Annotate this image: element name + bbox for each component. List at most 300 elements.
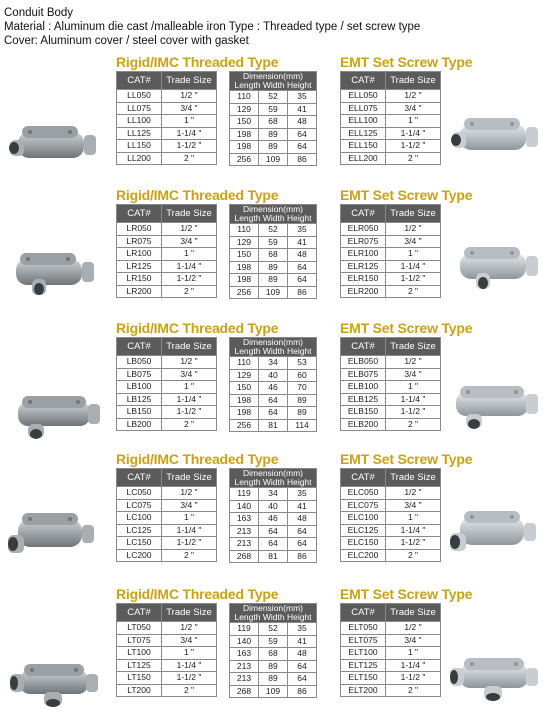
cat-cell: LC075	[117, 499, 162, 512]
cat-header: CAT#	[341, 72, 386, 90]
cat-cell: LT075	[117, 634, 162, 647]
size-cell: 1 "	[386, 512, 441, 525]
table-row	[341, 393, 441, 406]
cat-cell: LR100	[117, 248, 162, 261]
cat-cell: ELT050	[341, 622, 386, 635]
cat-cell: ELB125	[341, 393, 386, 406]
dimension-header	[230, 72, 317, 91]
cat-cell: LT125	[117, 659, 162, 672]
table-row	[117, 90, 217, 103]
table-row	[117, 549, 217, 562]
cat-cell: ELL050	[341, 90, 386, 103]
table-row	[117, 381, 217, 394]
table-row	[341, 285, 441, 298]
size-cell: 3/4 "	[386, 235, 441, 248]
table-row	[341, 223, 441, 236]
table-row	[117, 418, 217, 431]
dim-cell: 35	[288, 488, 317, 501]
table-row	[341, 90, 441, 103]
cat-cell: ELR075	[341, 235, 386, 248]
table-row	[117, 524, 217, 537]
dimension-label: Dimension(mm)	[243, 468, 303, 478]
cat-cell: ELC150	[341, 537, 386, 550]
section-lb	[0, 320, 549, 444]
rigid-title: Rigid/IMC Threaded Type	[116, 586, 279, 602]
size-cell: 2 "	[386, 152, 441, 165]
cat-header: CAT#	[341, 469, 386, 487]
table-row	[341, 634, 441, 647]
table-row	[341, 524, 441, 537]
rigid-table	[116, 71, 217, 165]
table-row	[230, 141, 317, 154]
dim-cell: 89	[259, 660, 288, 673]
dim-cell: 119	[230, 623, 259, 636]
dim-cell: 213	[230, 538, 259, 551]
size-cell: 1 "	[386, 381, 441, 394]
cat-cell: ELC100	[341, 512, 386, 525]
rigid-title: Rigid/IMC Threaded Type	[116, 54, 279, 70]
cat-cell: ELT125	[341, 659, 386, 672]
table-row	[341, 356, 441, 369]
table-row	[117, 235, 217, 248]
table-row	[117, 223, 217, 236]
size-cell: 1-1/2 "	[162, 406, 217, 419]
height-label: Height	[286, 213, 312, 223]
cat-cell: LC125	[117, 524, 162, 537]
size-cell: 1 "	[162, 512, 217, 525]
table-row	[230, 500, 317, 513]
dim-cell: 140	[230, 500, 259, 513]
size-cell: 1-1/4 "	[386, 393, 441, 406]
cat-cell: LB100	[117, 381, 162, 394]
dim-cell: 34	[259, 357, 288, 370]
cat-cell: ELT075	[341, 634, 386, 647]
table-row	[341, 152, 441, 165]
dimension-table	[229, 468, 317, 563]
dim-cell: 64	[259, 407, 288, 420]
size-cell: 1-1/2 "	[162, 537, 217, 550]
dim-cell: 109	[259, 685, 288, 698]
dimension-table	[229, 204, 317, 299]
size-cell: 3/4 "	[386, 102, 441, 115]
table-row	[341, 235, 441, 248]
emt-conduit-body-image	[446, 642, 546, 717]
size-cell: 1-1/2 "	[162, 672, 217, 685]
cat-cell: ELT100	[341, 647, 386, 660]
rigid-title: Rigid/IMC Threaded Type	[116, 320, 279, 336]
table-row	[117, 285, 217, 298]
size-cell: 1 "	[162, 647, 217, 660]
size-cell: 1 "	[162, 381, 217, 394]
trade-size-header: Trade Size	[162, 338, 217, 356]
table-row	[341, 418, 441, 431]
table-row	[117, 248, 217, 261]
cat-cell: ELB150	[341, 406, 386, 419]
page-header	[4, 6, 420, 48]
emt-table	[340, 603, 441, 697]
trade-size-header: Trade Size	[386, 72, 441, 90]
rigid-title: Rigid/IMC Threaded Type	[116, 451, 279, 467]
table-row	[230, 623, 317, 636]
table-row	[117, 634, 217, 647]
cat-cell: LT050	[117, 622, 162, 635]
size-cell: 3/4 "	[386, 634, 441, 647]
rigid-title: Rigid/IMC Threaded Type	[116, 187, 279, 203]
length-label: Length	[234, 80, 261, 90]
height-label: Height	[286, 80, 312, 90]
size-cell: 1-1/4 "	[386, 524, 441, 537]
dim-cell: 64	[259, 525, 288, 538]
table-row	[230, 236, 317, 249]
size-cell: 1/2 "	[386, 356, 441, 369]
table-row	[117, 140, 217, 153]
table-row	[230, 635, 317, 648]
cat-cell: ELC200	[341, 549, 386, 562]
dim-cell: 68	[259, 116, 288, 129]
size-cell: 3/4 "	[162, 368, 217, 381]
table-row	[341, 273, 441, 286]
table-row	[117, 499, 217, 512]
rigid-table	[116, 204, 217, 298]
dim-cell: 35	[288, 623, 317, 636]
dim-cell: 89	[259, 261, 288, 274]
cat-cell: LL125	[117, 127, 162, 140]
table-row	[341, 622, 441, 635]
trade-size-header: Trade Size	[162, 205, 217, 223]
cat-cell: ELC075	[341, 499, 386, 512]
dimension-subheads	[230, 214, 316, 223]
table-row	[230, 538, 317, 551]
width-label: Width	[262, 213, 285, 223]
threaded-conduit-body-image	[2, 501, 102, 576]
size-cell: 1/2 "	[162, 223, 217, 236]
dim-cell: 86	[288, 286, 317, 299]
table-row	[230, 550, 317, 563]
length-label: Length	[234, 612, 261, 622]
cat-cell: ELR150	[341, 273, 386, 286]
dim-cell: 129	[230, 369, 259, 382]
table-row	[117, 127, 217, 140]
dim-cell: 41	[288, 500, 317, 513]
dim-cell: 86	[288, 550, 317, 563]
cat-cell: LL200	[117, 152, 162, 165]
width-label: Width	[262, 346, 285, 356]
table-row	[117, 659, 217, 672]
cat-cell: LL075	[117, 102, 162, 115]
length-label: Length	[234, 346, 261, 356]
cat-cell: LR075	[117, 235, 162, 248]
table-row	[117, 152, 217, 165]
trade-size-header: Trade Size	[386, 205, 441, 223]
dim-cell: 163	[230, 648, 259, 661]
size-cell: 1/2 "	[386, 487, 441, 500]
table-row	[117, 512, 217, 525]
dim-cell: 89	[288, 407, 317, 420]
dim-cell: 213	[230, 525, 259, 538]
table-row	[341, 549, 441, 562]
dim-cell: 86	[288, 153, 317, 166]
dim-cell: 256	[230, 419, 259, 432]
rigid-table	[116, 337, 217, 431]
dim-cell: 89	[259, 673, 288, 686]
emt-title: EMT Set Screw Type	[340, 187, 473, 203]
table-row	[117, 102, 217, 115]
table-row	[341, 647, 441, 660]
dim-cell: 48	[288, 513, 317, 526]
dim-cell: 119	[230, 488, 259, 501]
cat-cell: ELR100	[341, 248, 386, 261]
dim-cell: 198	[230, 407, 259, 420]
table-row	[230, 660, 317, 673]
table-row	[230, 685, 317, 698]
dim-cell: 129	[230, 236, 259, 249]
table-row	[230, 513, 317, 526]
cat-cell: ELR125	[341, 260, 386, 273]
threaded-conduit-body-image	[6, 648, 106, 723]
height-label: Height	[286, 346, 312, 356]
cat-cell: ELL125	[341, 127, 386, 140]
dim-cell: 35	[288, 224, 317, 237]
dim-cell: 46	[259, 382, 288, 395]
dim-cell: 213	[230, 673, 259, 686]
table-row	[230, 357, 317, 370]
emt-title: EMT Set Screw Type	[340, 451, 473, 467]
size-cell: 2 "	[386, 684, 441, 697]
section-lr	[0, 187, 549, 311]
cat-cell: LB200	[117, 418, 162, 431]
table-row	[230, 488, 317, 501]
dim-cell: 198	[230, 274, 259, 287]
cat-cell: ELB100	[341, 381, 386, 394]
table-row	[341, 368, 441, 381]
dimension-label: Dimension(mm)	[243, 204, 303, 214]
size-cell: 1 "	[386, 248, 441, 261]
dimension-table	[229, 603, 317, 698]
table-row	[230, 369, 317, 382]
dim-cell: 198	[230, 128, 259, 141]
size-cell: 2 "	[162, 152, 217, 165]
threaded-conduit-body-image	[4, 112, 104, 187]
width-label: Width	[262, 80, 285, 90]
cat-cell: ELC125	[341, 524, 386, 537]
size-cell: 1-1/2 "	[386, 406, 441, 419]
emt-title: EMT Set Screw Type	[340, 320, 473, 336]
size-cell: 1-1/2 "	[386, 537, 441, 550]
dim-cell: 35	[288, 91, 317, 104]
size-cell: 1-1/2 "	[162, 140, 217, 153]
trade-size-header: Trade Size	[386, 338, 441, 356]
dim-cell: 198	[230, 141, 259, 154]
table-row	[341, 684, 441, 697]
size-cell: 1/2 "	[162, 356, 217, 369]
emt-conduit-body-image	[446, 370, 546, 445]
dimension-header	[230, 469, 317, 488]
table-row	[117, 672, 217, 685]
trade-size-header: Trade Size	[386, 469, 441, 487]
size-cell: 1/2 "	[162, 90, 217, 103]
header-cover: Cover: Aluminum cover / steel cover with gasket	[4, 35, 249, 47]
emt-conduit-body-image	[444, 499, 544, 574]
cat-cell: LC200	[117, 549, 162, 562]
table-row	[230, 153, 317, 166]
cat-cell: LC150	[117, 537, 162, 550]
cat-header: CAT#	[117, 205, 162, 223]
threaded-conduit-body-image	[2, 239, 102, 314]
dimension-subheads	[230, 613, 316, 622]
dimension-header	[230, 205, 317, 224]
dim-cell: 64	[259, 538, 288, 551]
size-cell: 1/2 "	[386, 622, 441, 635]
dim-cell: 53	[288, 357, 317, 370]
table-row	[230, 648, 317, 661]
cat-cell: LB075	[117, 368, 162, 381]
size-cell: 1 "	[162, 248, 217, 261]
emt-table	[340, 468, 441, 562]
table-row	[117, 260, 217, 273]
size-cell: 2 "	[386, 285, 441, 298]
table-row	[230, 103, 317, 116]
cat-header: CAT#	[341, 205, 386, 223]
cat-cell: LC050	[117, 487, 162, 500]
size-cell: 1-1/2 "	[386, 273, 441, 286]
size-cell: 2 "	[162, 684, 217, 697]
dim-cell: 150	[230, 116, 259, 129]
dim-cell: 52	[259, 623, 288, 636]
table-row	[341, 115, 441, 128]
table-row	[117, 622, 217, 635]
dim-cell: 89	[259, 141, 288, 154]
dim-cell: 81	[259, 419, 288, 432]
cat-cell: LB150	[117, 406, 162, 419]
table-row	[230, 224, 317, 237]
size-cell: 2 "	[386, 549, 441, 562]
cat-cell: ELB200	[341, 418, 386, 431]
dimension-subheads	[230, 478, 316, 487]
length-label: Length	[234, 213, 261, 223]
table-row	[117, 273, 217, 286]
table-row	[341, 260, 441, 273]
cat-cell: LB125	[117, 393, 162, 406]
table-row	[230, 673, 317, 686]
dim-cell: 64	[288, 261, 317, 274]
table-row	[230, 407, 317, 420]
table-row	[230, 261, 317, 274]
emt-table	[340, 71, 441, 165]
cat-cell: ELR200	[341, 285, 386, 298]
size-cell: 1/2 "	[162, 487, 217, 500]
dim-cell: 68	[259, 648, 288, 661]
threaded-conduit-body-image	[8, 380, 108, 455]
size-cell: 2 "	[162, 285, 217, 298]
dim-cell: 256	[230, 153, 259, 166]
dimension-label: Dimension(mm)	[243, 337, 303, 347]
table-row	[117, 356, 217, 369]
cat-cell: ELB075	[341, 368, 386, 381]
section-lc	[0, 451, 549, 575]
size-cell: 1 "	[386, 115, 441, 128]
emt-title: EMT Set Screw Type	[340, 586, 473, 602]
table-row	[117, 115, 217, 128]
table-row	[117, 487, 217, 500]
cat-cell: LR150	[117, 273, 162, 286]
cat-header: CAT#	[341, 338, 386, 356]
dim-cell: 40	[259, 500, 288, 513]
size-cell: 3/4 "	[162, 102, 217, 115]
size-cell: 1-1/4 "	[162, 127, 217, 140]
table-row	[230, 525, 317, 538]
table-row	[341, 381, 441, 394]
dim-cell: 163	[230, 513, 259, 526]
dim-cell: 129	[230, 103, 259, 116]
dim-cell: 89	[259, 128, 288, 141]
dim-cell: 114	[288, 419, 317, 432]
table-row	[230, 419, 317, 432]
dim-cell: 68	[259, 249, 288, 262]
dimension-label: Dimension(mm)	[243, 603, 303, 613]
dim-cell: 41	[288, 103, 317, 116]
dim-cell: 48	[288, 249, 317, 262]
cat-cell: LL100	[117, 115, 162, 128]
dimension-header	[230, 338, 317, 357]
size-cell: 3/4 "	[386, 499, 441, 512]
dimension-label: Dimension(mm)	[243, 71, 303, 81]
size-cell: 3/4 "	[162, 634, 217, 647]
cat-cell: ELL150	[341, 140, 386, 153]
size-cell: 1-1/2 "	[386, 140, 441, 153]
cat-cell: ELT150	[341, 672, 386, 685]
dim-cell: 64	[288, 128, 317, 141]
size-cell: 2 "	[386, 418, 441, 431]
cat-cell: LT100	[117, 647, 162, 660]
cat-cell: ELB050	[341, 356, 386, 369]
dim-cell: 268	[230, 685, 259, 698]
cat-cell: LT150	[117, 672, 162, 685]
cat-header: CAT#	[117, 469, 162, 487]
table-row	[117, 368, 217, 381]
cat-cell: ELT200	[341, 684, 386, 697]
header-material-type: Material : Aluminum die cast /malleable iron Type : Threaded type / set screw type	[4, 21, 421, 33]
size-cell: 3/4 "	[386, 368, 441, 381]
table-row	[230, 382, 317, 395]
size-cell: 1-1/4 "	[162, 524, 217, 537]
cat-cell: LB050	[117, 356, 162, 369]
table-row	[341, 499, 441, 512]
emt-table	[340, 337, 441, 431]
emt-conduit-body-image	[446, 104, 546, 179]
dim-cell: 109	[259, 286, 288, 299]
dim-cell: 64	[288, 525, 317, 538]
table-row	[117, 393, 217, 406]
cat-header: CAT#	[117, 72, 162, 90]
dim-cell: 213	[230, 660, 259, 673]
dim-cell: 198	[230, 394, 259, 407]
size-cell: 1/2 "	[386, 223, 441, 236]
table-row	[230, 249, 317, 262]
cat-cell: LL150	[117, 140, 162, 153]
dimension-table	[229, 337, 317, 432]
dim-cell: 64	[259, 394, 288, 407]
cat-header: CAT#	[341, 604, 386, 622]
dim-cell: 89	[288, 394, 317, 407]
cat-cell: ELL200	[341, 152, 386, 165]
dim-cell: 256	[230, 286, 259, 299]
size-cell: 1-1/4 "	[162, 260, 217, 273]
cat-cell: LR200	[117, 285, 162, 298]
dim-cell: 48	[288, 648, 317, 661]
height-label: Height	[286, 612, 312, 622]
table-row	[230, 128, 317, 141]
cat-cell: ELR050	[341, 223, 386, 236]
